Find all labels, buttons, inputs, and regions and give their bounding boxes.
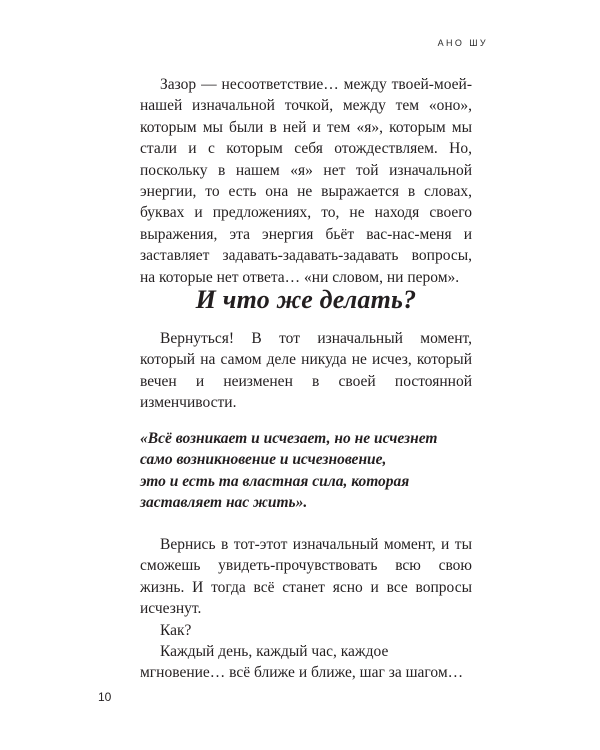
body-text-block xyxy=(140,534,472,684)
page-number: 10 xyxy=(98,690,112,704)
body-text-block xyxy=(140,328,472,414)
paragraph: Как? xyxy=(160,621,192,639)
section-heading: И что же делать? xyxy=(195,285,417,314)
paragraph: Зазор — несоответствие… между твоей-моей-нашей изначальной точкой, между тем «оно», которым мы были в ней и тем «я», которым мы стали и с которым себя отождествляем. Но, поскольку в нашем «я» нет той изначальной энергии, то есть она не выражается в словах, буквах и предложениях, то, не находя своего выражения, эта энергия бьёт вас-нас-меня и заставляет задавать-задавать-задавать вопросы, на которые нет ответа… «ни словом, ни пером». xyxy=(140,76,472,286)
bold-italic-quote xyxy=(140,428,480,514)
paragraph: Вернись в тот-этот изначальный момент, и ты сможешь увидеть-прочувствовать всю свою жизнь. И тогда всё станет ясно и все вопросы исчезнут. xyxy=(140,536,472,618)
running-head: АНО ШУ xyxy=(437,38,488,48)
paragraph: Вернуться! В тот изначальный момент, который на самом деле никуда не исчез, который вечен и неизменен в своей постоянной изменчивости. xyxy=(140,330,472,412)
quote-line: это и есть та властная сила, которая xyxy=(140,472,410,490)
quote-line: само возникновение и исчезновение, xyxy=(140,451,387,469)
body-text-block xyxy=(140,74,472,288)
paragraph: Каждый день, каждый час, каждое мгновение… всё ближе и ближе, шаг за шагом… xyxy=(140,643,464,682)
quote-line: «Всё возникает и исчезает, но не исчезнет xyxy=(140,430,438,447)
quote-line: заставляет нас жить». xyxy=(140,494,308,512)
